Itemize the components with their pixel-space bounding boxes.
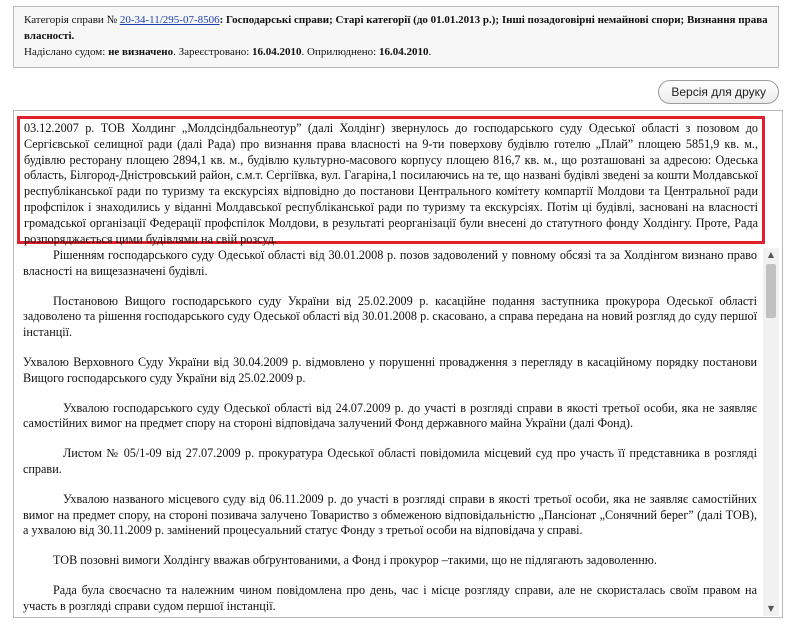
scroll-up-arrow-icon[interactable]: ▲ (767, 250, 775, 259)
toolbar (13, 78, 779, 108)
vertical-scrollbar[interactable] (763, 248, 779, 616)
document-paragraph: Ухвалою господарського суду Одеської області від 24.07.2009 р. до участі в розгляді справи в якості третьої особи, яка не заявляє самостійних вимог на предмет спору на стороні відповідача залучений Фонд державного майна України (далі Фонд). (23, 400, 757, 431)
sent-label: Надіслано судом: (24, 46, 106, 58)
category-path: : Господарські справи; Старі категорії (до 01.01.2013 р.); Інші позадоговірні немайнові спори; Визнання права власності. (24, 14, 768, 42)
case-number-link[interactable]: 20-34-11/295-07-8506 (119, 14, 220, 26)
dates-end-dot: . (428, 46, 432, 58)
scroll-down-arrow-icon[interactable]: ▼ (767, 604, 775, 613)
document-paragraph: Листом № 05/1-09 від 27.07.2009 р. прокуратура Одеської області повідомила місцевий суд про участь її представника в розгляді справи. (23, 446, 757, 476)
document-paragraph: ТОВ позовні вимоги Холдінгу вважав обґрунтованими, а Фонд і прокурор –такими, що не підлягають задоволенню. (53, 553, 657, 568)
published-value: 16.04.2010 (378, 46, 429, 58)
registered-value: 16.04.2010 (252, 46, 302, 58)
print-version-button[interactable]: Версія для друку (658, 80, 779, 104)
document-paragraph: Рішенням господарського суду Одеської області від 30.01.2008 р. позов задоволений у повному обсязі та за Холдінгом визнано право власності на вищезазначені будівлі. (23, 248, 757, 278)
document-paragraph: Ухвалою названого місцевого суду від 06.11.2009 р. до участі в розгляді справи в якості третьої особи, яка не заявляє самостійних вимог на предмет спору, на стороні позивача залучено Товариство з обмеженою відповідальністю „Пансіонат „Сонячний берег” (далі ТОВ), а ухвалою від 30.11.2009 р. замінений процесуальний статус Фонду з третьої особи на відповідача у справі. (23, 491, 757, 538)
highlighted-paragraph: 03.12.2007 р. ТОВ Холдинг „Молдсіндбальнеотур” (далі Холдінг) звернулось до господарського суду Одеської області з позовом до Сергієвської селищної ради (далі Рада) про визнання права власності на 9-ти поверхову будівлю готелю „Плай” площею 5851,9 кв. м., будівлю ресторану площею 2894,1 кв. м., будівлю культурно-масового корпусу площею 816,7 кв. м., що розташовані за адресою: Одеська область, Білгород-Дністровський район, с.м.т. Сергіївка, вул. Гагаріна,1 посилаючись на те, що названі будівлі зведені за кошти Молдавської республіканської ради по туризму та екскурсіях відповідно до постанови Центрального комітету компартії Молдови та Центральної ради профспілок і знаходились у віданні Молдавської республіканської ради по туризму та екскурсіях. Потім ці будівлі, засновані на власності громадської організації Федерації профспілок Молдови, в результаті реорганізації були внесені до статутного фонду Холдінгу. Проте, Рада розпоряджається цими будівлями на свій розсуд. (17, 116, 765, 244)
document-body (23, 248, 757, 616)
document-paragraph: Постановою Вищого господарського суду України від 25.02.2009 р. касаційне подання заступника прокурора Одеської області задоволено та рішення господарського суду Одеської області від 30.01.2008 р. скасовано, а справа передана на новий розгляд до суду першої інстанції. (23, 293, 757, 340)
sent-value: не визначено (108, 46, 174, 58)
document-paragraph: Ухвалою Верховного Суду України від 30.04.2009 р. відмовлено у порушенні провадження з перегляду в касаційному порядку постанови Вищого господарського суду України від 25.02.2009 р. (23, 354, 757, 385)
case-info-box (13, 6, 779, 68)
case-dates-line (24, 44, 768, 60)
case-category-line (24, 12, 768, 44)
category-label: Категорія справи № (24, 14, 118, 26)
published-label: . Оприлюднено: (301, 46, 377, 58)
registered-label: . Зареєстровано: (173, 46, 250, 58)
scroll-thumb[interactable] (766, 264, 776, 318)
document-paragraph: Рада була своєчасно та належним чином повідомлена про день, час і місце розгляду справи, але не скористалась своїм правом на участь в розгляді справи судом першої інстанції. (23, 582, 757, 613)
